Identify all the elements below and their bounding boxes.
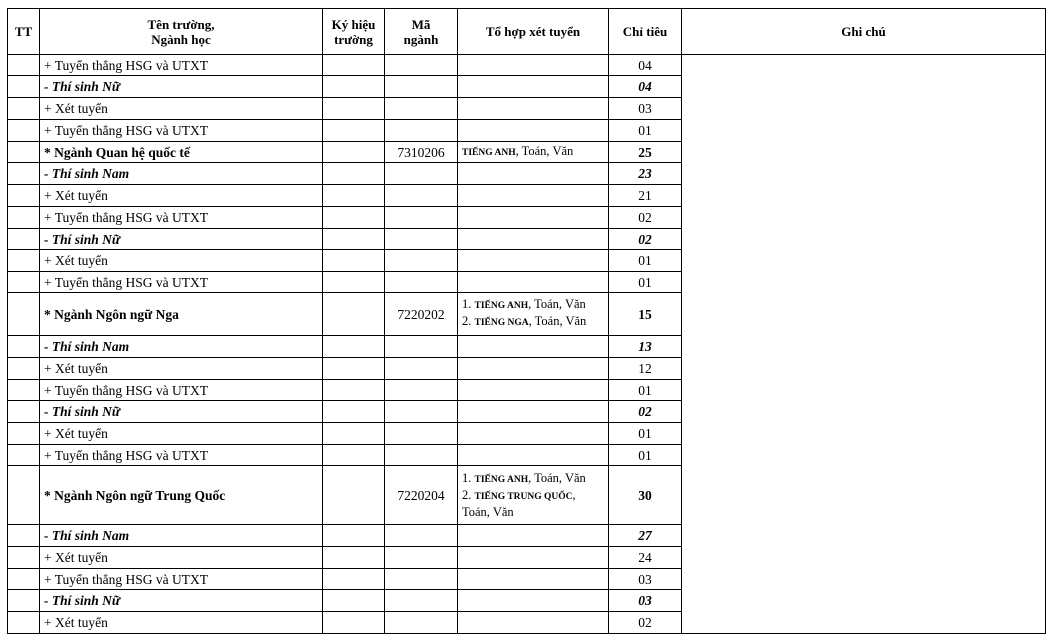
subject-smallcaps: TIẾNG TRUNG QUỐC [474,491,573,502]
cell-to-hop [458,358,609,380]
cell-ma [385,358,458,380]
cell-to-hop [458,55,609,76]
cell-name: * Ngành Quan hệ quốc tế [40,142,323,163]
header-chi-tieu: Chỉ tiêu [609,9,682,55]
cell-chi-tieu: 13 [609,336,682,358]
cell-to-hop [458,590,609,612]
cell-tt [8,423,40,445]
cell-to-hop [458,547,609,569]
cell-name: + Xét tuyển [40,547,323,569]
option-number: 1. [462,297,475,311]
cell-name: + Tuyển thẳng HSG và UTXT [40,272,323,293]
cell-to-hop [458,445,609,466]
cell-chi-tieu: 02 [609,229,682,250]
cell-tt [8,98,40,120]
to-hop-line [462,297,604,314]
cell-to-hop [458,336,609,358]
cell-name: * Ngành Ngôn ngữ Trung Quốc [40,466,323,525]
cell-kh [323,142,385,163]
cell-name: + Tuyển thẳng HSG và UTXT [40,445,323,466]
cell-ma [385,525,458,547]
cell-to-hop [458,163,609,185]
cell-chi-tieu: 03 [609,98,682,120]
cell-chi-tieu: 01 [609,423,682,445]
cell-ma [385,590,458,612]
cell-to-hop [458,293,609,336]
cell-to-hop [458,185,609,207]
subject-rest: , Toán, Văn [528,314,587,328]
cell-tt [8,569,40,590]
cell-ma [385,547,458,569]
header-row [8,9,1046,55]
cell-kh [323,272,385,293]
subject-smallcaps: TIẾNG ANH [474,474,529,485]
cell-tt [8,185,40,207]
cell-name: + Tuyển thẳng HSG và UTXT [40,207,323,229]
cell-tt [8,142,40,163]
cell-chi-tieu: 03 [609,569,682,590]
cell-name: - Thí sinh Nữ [40,401,323,423]
cell-to-hop [458,250,609,272]
cell-chi-tieu: 15 [609,293,682,336]
cell-kh [323,229,385,250]
cell-to-hop [458,229,609,250]
cell-ma [385,445,458,466]
cell-ma [385,250,458,272]
cell-to-hop [458,272,609,293]
cell-kh [323,163,385,185]
cell-kh [323,207,385,229]
cell-kh [323,401,385,423]
cell-name: - Thí sinh Nữ [40,76,323,98]
cell-to-hop [458,423,609,445]
cell-ma [385,207,458,229]
cell-tt [8,163,40,185]
cell-to-hop [458,401,609,423]
cell-to-hop [458,612,609,634]
cell-kh [323,185,385,207]
cell-ma [385,612,458,634]
cell-tt [8,207,40,229]
cell-name: + Xét tuyển [40,250,323,272]
cell-ma [385,336,458,358]
cell-kh [323,55,385,76]
cell-tt [8,293,40,336]
cell-chi-tieu: 27 [609,525,682,547]
cell-ma [385,76,458,98]
cell-name: + Tuyển thẳng HSG và UTXT [40,380,323,401]
cell-chi-tieu: 04 [609,55,682,76]
cell-to-hop [458,525,609,547]
cell-kh [323,445,385,466]
header-to-hop: Tổ hợp xét tuyển [458,9,609,55]
cell-chi-tieu: 30 [609,466,682,525]
cell-ma [385,569,458,590]
cell-name: + Xét tuyển [40,358,323,380]
cell-tt [8,445,40,466]
cell-chi-tieu: 24 [609,547,682,569]
cell-to-hop [458,76,609,98]
cell-tt [8,612,40,634]
cell-name: + Xét tuyển [40,612,323,634]
header-kh [323,9,385,55]
cell-to-hop [458,142,609,163]
cell-kh [323,98,385,120]
header-name-line2: Ngành học [151,31,211,47]
cell-chi-tieu: 01 [609,445,682,466]
cell-tt [8,120,40,142]
cell-tt [8,336,40,358]
admission-quota-table [7,8,1046,634]
subject-smallcaps: TIẾNG ANH [474,301,529,311]
subject-smallcaps: TIẾNG ANH [462,147,516,158]
cell-ma [385,423,458,445]
cell-ma [385,185,458,207]
cell-chi-tieu: 04 [609,76,682,98]
cell-name: + Xét tuyển [40,423,323,445]
cell-ma [385,401,458,423]
cell-tt [8,272,40,293]
cell-kh [323,547,385,569]
cell-ma [385,55,458,76]
cell-chi-tieu: 25 [609,142,682,163]
cell-tt [8,466,40,525]
cell-to-hop [458,98,609,120]
cell-name: - Thí sinh Nữ [40,229,323,250]
subject-rest: , [572,487,576,502]
cell-chi-tieu: 23 [609,163,682,185]
cell-tt [8,358,40,380]
cell-chi-tieu: 01 [609,120,682,142]
to-hop-line [462,314,604,331]
cell-tt [8,590,40,612]
cell-kh [323,250,385,272]
cell-chi-tieu: 02 [609,401,682,423]
cell-tt [8,250,40,272]
cell-kh [323,466,385,525]
cell-name: + Xét tuyển [40,98,323,120]
cell-name: - Thí sinh Nam [40,336,323,358]
header-kh-line2: trường [334,31,373,47]
cell-ma [385,229,458,250]
cell-tt [8,380,40,401]
header-name [40,9,323,55]
option-number: 2. [462,487,475,502]
subject-rest: , Toán, Văn [528,470,586,485]
option-number: 2. [462,314,475,328]
cell-chi-tieu: 02 [609,612,682,634]
cell-kh [323,525,385,547]
cell-kh [323,76,385,98]
cell-to-hop [458,207,609,229]
cell-name: + Tuyển thẳng HSG và UTXT [40,120,323,142]
cell-tt [8,55,40,76]
to-hop-line [462,471,604,488]
cell-to-hop [458,569,609,590]
header-ma-line2: ngành [403,31,439,47]
cell-kh [323,293,385,336]
cell-name: - Thí sinh Nam [40,163,323,185]
cell-kh [323,336,385,358]
cell-ma [385,98,458,120]
subject-rest: , Toán, Văn [528,297,586,311]
cell-kh [323,358,385,380]
cell-ghi-chu [682,55,1046,634]
header-ma-line1: Mã [411,16,431,32]
cell-tt [8,525,40,547]
cell-to-hop [458,380,609,401]
cell-tt [8,76,40,98]
header-name-line1: Tên trường, [147,16,215,32]
cell-ma [385,163,458,185]
cell-ma [385,120,458,142]
cell-ma [385,380,458,401]
cell-name: + Tuyển thẳng HSG và UTXT [40,55,323,76]
to-hop-line [462,488,604,505]
cell-ma [385,272,458,293]
subject-rest: , Toán, Văn [515,143,574,158]
header-tt: TT [8,9,40,55]
cell-name: - Thí sinh Nam [40,525,323,547]
header-kh-line1: Ký hiệu [331,16,376,32]
table-row [8,55,1046,76]
to-hop-line: Toán, Văn [462,504,514,519]
cell-chi-tieu: 21 [609,185,682,207]
cell-chi-tieu: 01 [609,380,682,401]
cell-chi-tieu: 03 [609,590,682,612]
cell-name: + Tuyển thẳng HSG và UTXT [40,569,323,590]
cell-tt [8,401,40,423]
cell-tt [8,229,40,250]
cell-kh [323,569,385,590]
cell-name: + Xét tuyển [40,185,323,207]
cell-ma: 7220204 [385,466,458,525]
cell-name: - Thí sinh Nữ [40,590,323,612]
cell-kh [323,590,385,612]
cell-tt [8,547,40,569]
cell-chi-tieu: 01 [609,250,682,272]
option-number: 1. [462,470,475,485]
cell-to-hop [458,120,609,142]
header-ma [385,9,458,55]
cell-kh [323,380,385,401]
cell-name: * Ngành Ngôn ngữ Nga [40,293,323,336]
cell-kh [323,120,385,142]
cell-ma: 7220202 [385,293,458,336]
cell-to-hop [458,466,609,525]
cell-kh [323,612,385,634]
cell-chi-tieu: 12 [609,358,682,380]
cell-kh [323,423,385,445]
cell-ma: 7310206 [385,142,458,163]
header-ghi-chu: Ghi chú [682,9,1046,55]
cell-chi-tieu: 01 [609,272,682,293]
cell-chi-tieu: 02 [609,207,682,229]
subject-smallcaps: TIẾNG NGA [474,318,529,328]
